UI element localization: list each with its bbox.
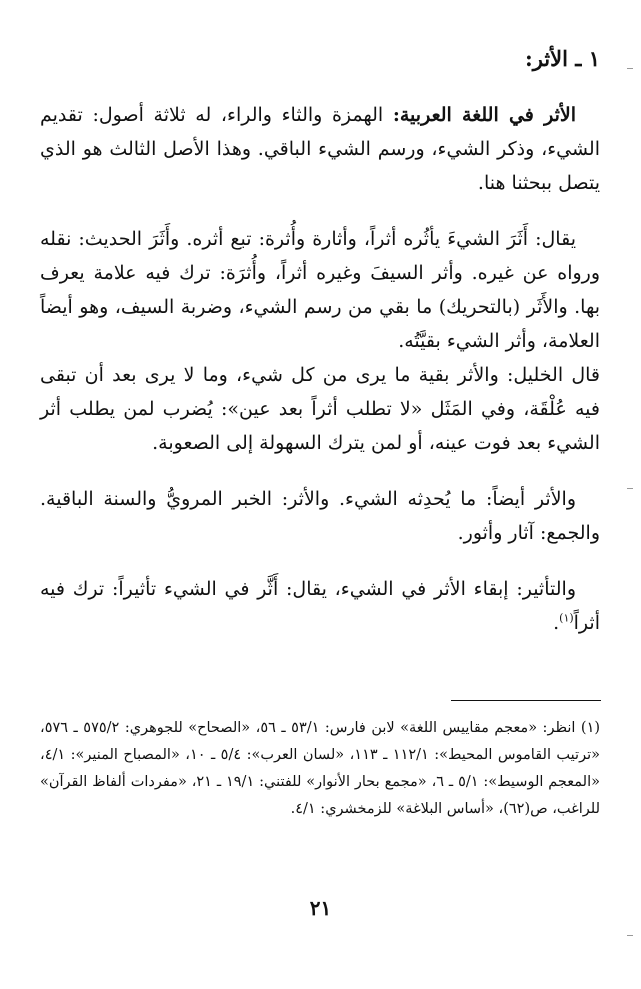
footnote-section	[40, 715, 600, 823]
paragraph-5-text: والتأثير: إبقاء الأثر في الشيء، يقال: أَثَّر في الشيء تأثيراً: ترك فيه أثراً	[40, 578, 600, 634]
paragraph-2	[40, 222, 600, 358]
paragraph-4	[40, 482, 600, 550]
footnote-separator	[451, 700, 601, 701]
paragraph-1-lead: الأثر في اللغة العربية:	[392, 104, 576, 126]
paragraph-3-text: قال الخليل: والأثر بقية ما يرى من كل شيء، وما لا يرى بعد أن تبقى فيه عُلْقَة، وفي المَثَل «لا تطلب أثراً بعد عين»: يُضرب لمن يطلب أثر الشيء بعد فوت عينه، أو لمن يترك السهولة إلى الصعوبة.	[40, 364, 600, 454]
paragraph-3	[40, 358, 600, 460]
paragraph-1	[40, 98, 600, 200]
section-heading: ١ ـ الأثر:	[524, 46, 600, 71]
edge-tick-mark	[627, 488, 633, 489]
paragraph-5	[40, 572, 600, 640]
footnote-1: (١) انظر: «معجم مقاييس اللغة» لابن فارس: ٥٣/١ ـ ٥٦، «الصحاح» للجوهري: ٥٧٥/٢ ـ ٥٧٦، «ترتيب القاموس المحيط»: ١١٢/١ ـ ١١٣، «لسان العرب»: ٥/٤ ـ ١٠، «المصباح المنير»: ٤/١، «المعجم الوسيط»: ٥/١ ـ ٦، «مجمع بحار الأنوار» للفتني: ١٩/١ ـ ٢١، «مفردات ألفاظ القرآن» للراغب، ص(٦٢)، «أساس البلاغة» للزمخشري: ٤/١.	[40, 720, 601, 817]
edge-tick-mark	[627, 935, 633, 936]
footnote-reference[interactable]: (١)	[559, 611, 574, 625]
paragraph-5-end: .	[553, 612, 560, 634]
page-number: ٢١	[309, 896, 332, 920]
paragraph-1-text: الهمزة والثاء والراء، له ثلاثة أصول: تقديم الشيء، وذكر الشيء، ورسم الشيء الباقي. وهذا الأصل الثالث هو الذي يتصل ببحثنا هنا.	[40, 104, 600, 194]
paragraph-2-text: يقال: أَثَرَ الشيءَ يأثُره أثراً، وأثارة وأُثرة: تبع أثره. وأَثَرَ الحديث: نقله ورواه عن غيره. وأثر السيفَ وغيره أثراً، وأُثرَة: ترك فيه علامة يعرف بها. والأَثَر (بالتحريك) ما بقي من رسم الشيء، وضربة السيف، وهو أيضاً العلامة، وأثر الشيء بقيَّتُه.	[40, 228, 600, 352]
paragraph-4-text: والأثر أيضاً: ما يُحدِثه الشيء. والأثر: الخبر المرويُّ والسنة الباقية. والجمع: آثار وأثور.	[40, 488, 600, 544]
edge-tick-mark	[627, 68, 633, 69]
main-text	[40, 42, 600, 662]
